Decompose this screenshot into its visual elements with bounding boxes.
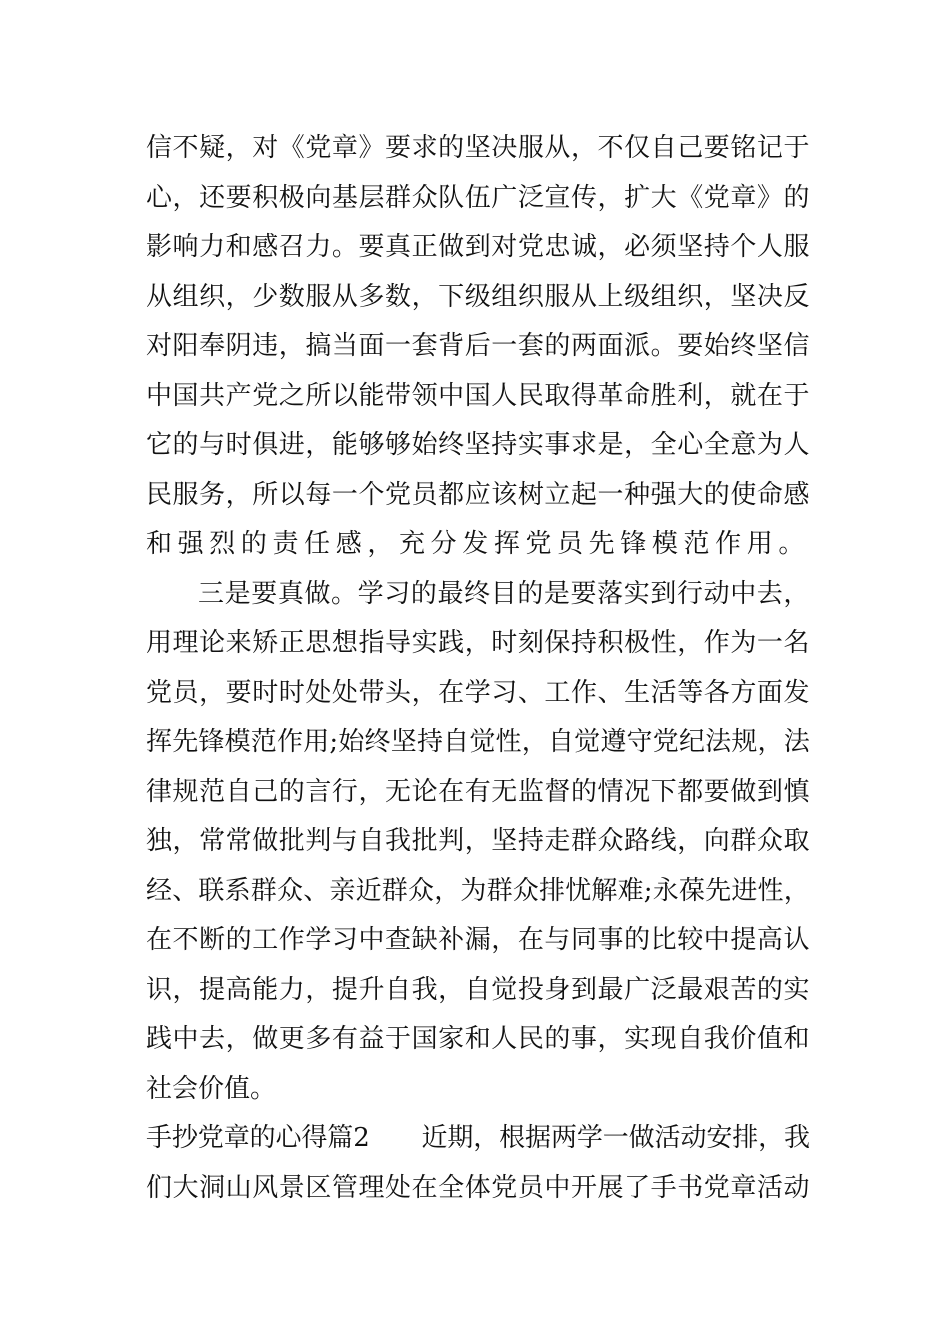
text-line: 对阳奉阴违，搞当面一套背后一套的两面派。要始终坚信 <box>146 331 811 361</box>
text-line: 经、联系群众、亲近群众，为群众排忧解难;永葆先进性， <box>146 876 810 906</box>
text-line: 从组织，少数服从多数，下级组织服从上级组织，坚决反 <box>146 282 811 312</box>
text-line: 三是要真做。学习的最终目的是要落实到行动中去， <box>198 579 811 609</box>
text-line: 律规范自己的言行，无论在有无监督的情况下都要做到慎 <box>146 777 811 807</box>
text-line: 们大洞山风景区管理处在全体党员中开展了手书党章活动 <box>146 1173 811 1203</box>
text-line: 心，还要积极向基层群众队伍广泛宣传，扩大《党章》的 <box>146 183 811 213</box>
text-line: 党员，要时时处处带头，在学习、工作、生活等各方面发 <box>146 678 811 708</box>
text-line: 社会价值。 <box>146 1074 277 1104</box>
text-line: 践中去，做更多有益于国家和人民的事，实现自我价值和 <box>146 1024 811 1054</box>
text-line: 中国共产党之所以能带领中国人民取得革命胜利，就在于 <box>146 381 811 411</box>
text-line: 识，提高能力，提升自我，自觉投身到最广泛最艰苦的实 <box>146 975 811 1005</box>
text-line: 手抄党章的心得篇2 近期，根据两学一做活动安排，我 <box>146 1123 810 1153</box>
body-text <box>146 128 810 1227</box>
text-line: 在不断的工作学习中查缺补漏，在与同事的比较中提高认 <box>146 925 811 955</box>
text-line: 独，常常做批判与自我批判，坚持走群众路线，向群众取 <box>146 826 811 856</box>
text-line: 影响力和感召力。要真正做到对党忠诚，必须坚持个人服 <box>146 232 811 262</box>
text-line: 信不疑，对《党章》要求的坚决服从，不仅自己要铭记于 <box>146 133 811 163</box>
text-line: 它的与时俱进，能够够始终坚持实事求是，全心全意为人 <box>146 430 811 460</box>
text-line: 和强烈的责任感，充分发挥党员先锋模范作用。 <box>146 529 811 559</box>
text-line: 挥先锋模范作用;始终坚持自觉性，自觉遵守党纪法规，法 <box>146 727 810 757</box>
text-line: 用理论来矫正思想指导实践，时刻保持积极性，作为一名 <box>146 628 811 658</box>
text-line: 民服务，所以每一个党员都应该树立起一种强大的使命感 <box>146 480 811 510</box>
